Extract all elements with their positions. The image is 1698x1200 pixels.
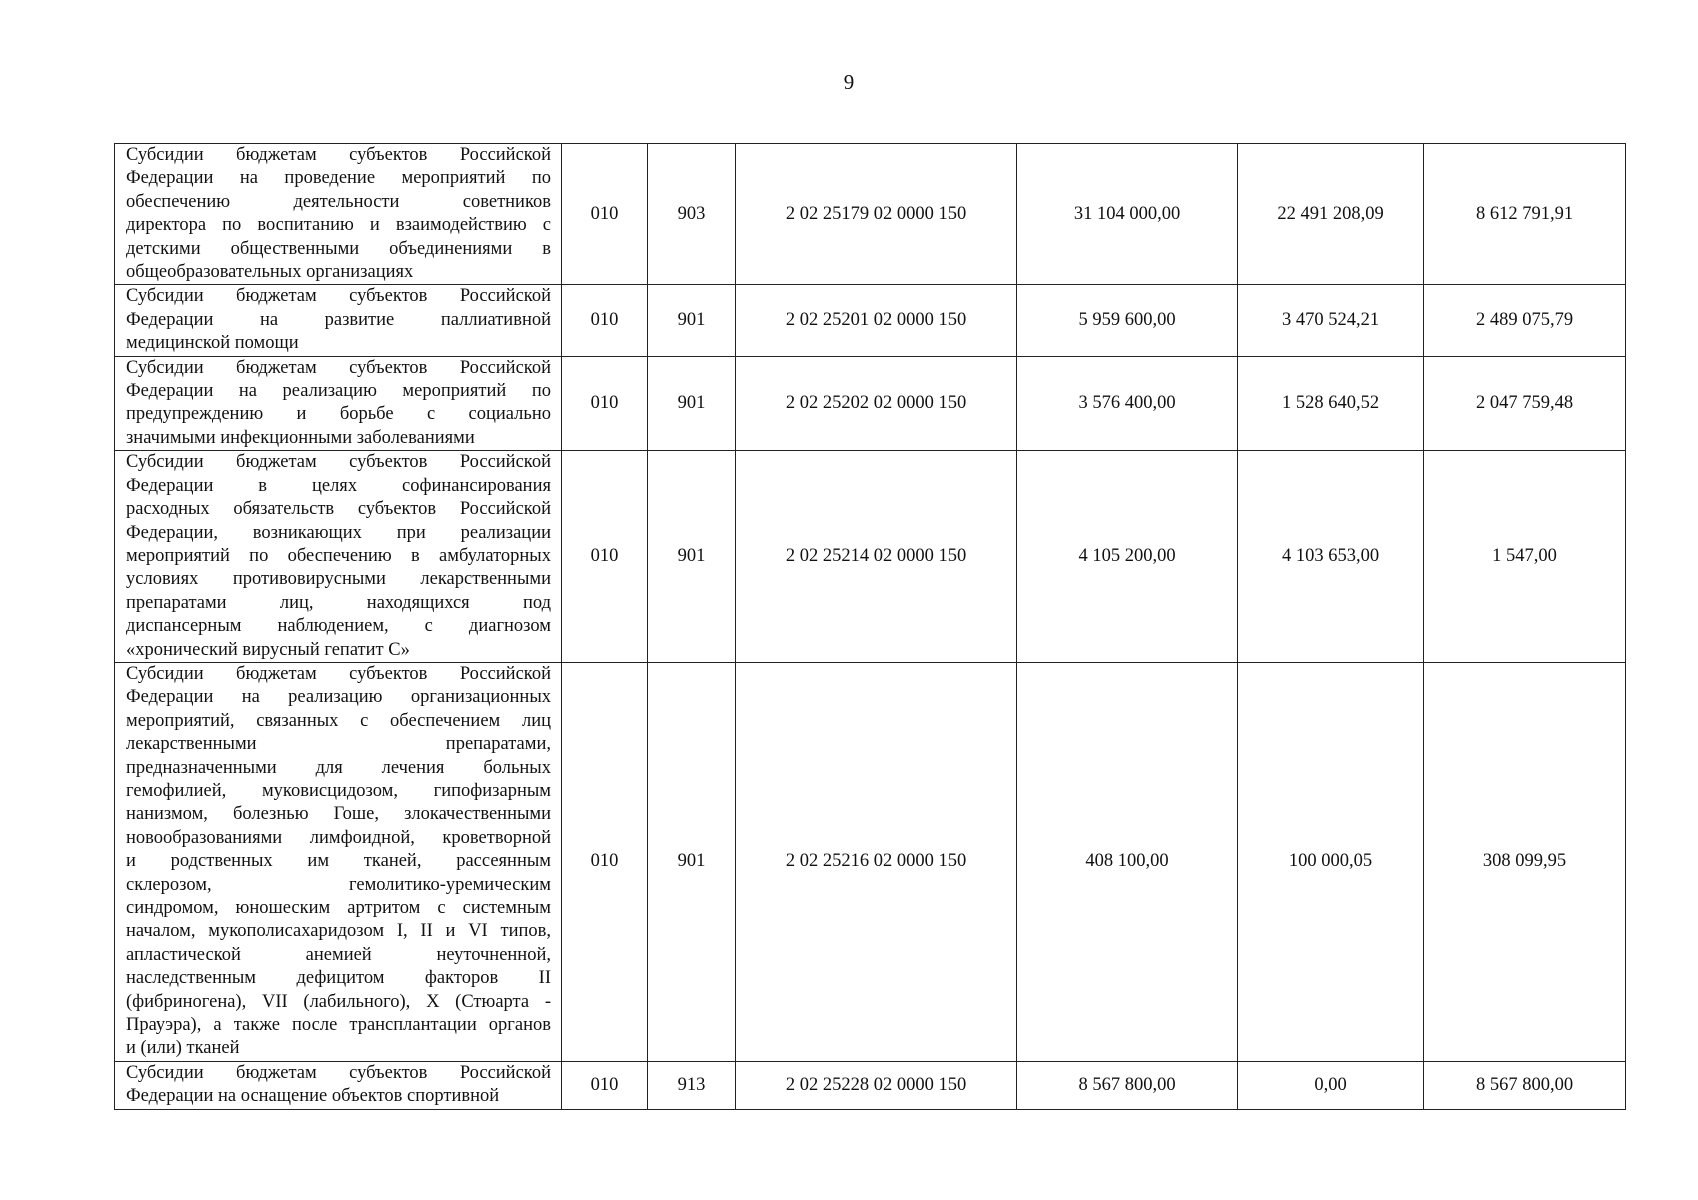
description-line: Федерации на реализацию организационных bbox=[126, 687, 551, 708]
description-line: директора по воспитанию и взаимодействию с bbox=[126, 215, 551, 236]
remaining-amount-cell: 2 489 075,79 bbox=[1424, 285, 1626, 356]
budget-classification-cell: 2 02 25228 02 0000 150 bbox=[736, 1061, 1017, 1109]
description-line: Федерации в целях софинансирования bbox=[126, 475, 551, 496]
agency-code-cell: 901 bbox=[648, 662, 736, 1061]
table-row bbox=[115, 1061, 1626, 1109]
row-description bbox=[115, 144, 562, 285]
table-row bbox=[115, 285, 1626, 356]
description-line: значимыми инфекционными заболеваниями bbox=[126, 427, 475, 448]
description-line: новообразованиями лимфоидной, кроветворной bbox=[126, 827, 551, 848]
description-line: мероприятий по обеспечению в амбулаторных bbox=[126, 545, 551, 566]
executed-amount-cell: 3 470 524,21 bbox=[1238, 285, 1424, 356]
description-line: диспансерным наблюдением, с диагнозом bbox=[126, 616, 551, 637]
budget-table bbox=[114, 143, 1626, 1110]
admin-code-cell: 010 bbox=[562, 144, 648, 285]
description-line: Субсидии бюджетам субъектов Российской bbox=[126, 663, 551, 684]
description-line: предназначенными для лечения больных bbox=[126, 757, 551, 778]
executed-amount-cell: 100 000,05 bbox=[1238, 662, 1424, 1061]
budget-classification-cell: 2 02 25201 02 0000 150 bbox=[736, 285, 1017, 356]
planned-amount-cell: 5 959 600,00 bbox=[1017, 285, 1238, 356]
planned-amount-cell: 3 576 400,00 bbox=[1017, 356, 1238, 451]
table-row bbox=[115, 356, 1626, 451]
row-description bbox=[115, 1061, 562, 1109]
budget-classification-cell: 2 02 25214 02 0000 150 bbox=[736, 451, 1017, 663]
description-line: Субсидии бюджетам субъектов Российской bbox=[126, 286, 551, 307]
description-line: (фибриногена), VII (лабильного), X (Стюарта - bbox=[126, 991, 551, 1012]
description-line: Субсидии бюджетам субъектов Российской bbox=[126, 357, 551, 378]
description-line: Федерации на развитие паллиативной bbox=[126, 309, 551, 330]
executed-amount-cell: 22 491 208,09 bbox=[1238, 144, 1424, 285]
description-line: Федерации на оснащение объектов спортивной bbox=[126, 1086, 500, 1107]
admin-code-cell: 010 bbox=[562, 1061, 648, 1109]
executed-amount-cell: 0,00 bbox=[1238, 1061, 1424, 1109]
table-row bbox=[115, 144, 1626, 285]
remaining-amount-cell: 8 567 800,00 bbox=[1424, 1061, 1626, 1109]
planned-amount-cell: 408 100,00 bbox=[1017, 662, 1238, 1061]
agency-code-cell: 901 bbox=[648, 451, 736, 663]
agency-code-cell: 903 bbox=[648, 144, 736, 285]
description-line: апластической анемией неуточненной, bbox=[126, 944, 551, 965]
remaining-amount-cell: 1 547,00 bbox=[1424, 451, 1626, 663]
description-line: лекарственными препаратами, bbox=[126, 734, 551, 755]
description-line: «хронический вирусный гепатит С» bbox=[126, 639, 410, 660]
row-description bbox=[115, 451, 562, 663]
table-body bbox=[115, 144, 1626, 1110]
description-line: и родственных им тканей, рассеянным bbox=[126, 851, 551, 872]
executed-amount-cell: 4 103 653,00 bbox=[1238, 451, 1424, 663]
admin-code-cell: 010 bbox=[562, 356, 648, 451]
row-description bbox=[115, 285, 562, 356]
agency-code-cell: 901 bbox=[648, 356, 736, 451]
description-line: предупреждению и борьбе с социально bbox=[126, 404, 551, 425]
description-line: детскими общественными объединениями в bbox=[126, 238, 551, 259]
description-line: Прауэра), а также после трансплантации органов bbox=[126, 1015, 551, 1036]
description-line: синдромом, юношеским артритом с системным bbox=[126, 898, 551, 918]
planned-amount-cell: 31 104 000,00 bbox=[1017, 144, 1238, 285]
description-line: Субсидии бюджетам субъектов Российской bbox=[126, 452, 551, 473]
budget-classification-cell: 2 02 25202 02 0000 150 bbox=[736, 356, 1017, 451]
description-line: нанизмом, болезнью Гоше, злокачественными bbox=[126, 804, 551, 825]
description-line: препаратами лиц, находящихся под bbox=[126, 592, 551, 613]
remaining-amount-cell: 8 612 791,91 bbox=[1424, 144, 1626, 285]
description-line: наследственным дефицитом факторов II bbox=[126, 968, 551, 989]
budget-classification-cell: 2 02 25179 02 0000 150 bbox=[736, 144, 1017, 285]
description-line: общеобразовательных организациях bbox=[126, 262, 414, 283]
description-line: Федерации на проведение мероприятий по bbox=[126, 168, 551, 189]
description-line: медицинской помощи bbox=[126, 333, 299, 354]
description-line: расходных обязательств субъектов Российской bbox=[126, 499, 551, 520]
remaining-amount-cell: 308 099,95 bbox=[1424, 662, 1626, 1061]
table-row bbox=[115, 662, 1626, 1061]
admin-code-cell: 010 bbox=[562, 285, 648, 356]
row-description bbox=[115, 356, 562, 451]
description-line: гемофилией, муковисцидозом, гипофизарным bbox=[126, 780, 551, 801]
description-line: Субсидии бюджетам субъектов Российской bbox=[126, 1062, 551, 1083]
description-line: мероприятий, связанных с обеспечением лиц bbox=[126, 710, 551, 731]
description-line: Субсидии бюджетам субъектов Российской bbox=[126, 145, 551, 165]
planned-amount-cell: 4 105 200,00 bbox=[1017, 451, 1238, 663]
budget-classification-cell: 2 02 25216 02 0000 150 bbox=[736, 662, 1017, 1061]
row-description bbox=[115, 662, 562, 1061]
agency-code-cell: 901 bbox=[648, 285, 736, 356]
remaining-amount-cell: 2 047 759,48 bbox=[1424, 356, 1626, 451]
executed-amount-cell: 1 528 640,52 bbox=[1238, 356, 1424, 451]
description-line: обеспечению деятельности советников bbox=[126, 191, 551, 212]
table-row bbox=[115, 451, 1626, 663]
admin-code-cell: 010 bbox=[562, 451, 648, 663]
page-number: 9 bbox=[843, 70, 855, 94]
description-line: и (или) тканей bbox=[126, 1038, 240, 1059]
planned-amount-cell: 8 567 800,00 bbox=[1017, 1061, 1238, 1109]
description-line: склерозом, гемолитико-уремическим bbox=[126, 874, 551, 895]
description-line: Федерации на реализацию мероприятий по bbox=[126, 381, 551, 402]
description-line: условиях противовирусными лекарственными bbox=[126, 569, 551, 590]
description-line: началом, мукополисахаридозом I, II и VI типов, bbox=[126, 921, 551, 942]
agency-code-cell: 913 bbox=[648, 1061, 736, 1109]
admin-code-cell: 010 bbox=[562, 662, 648, 1061]
description-line: Федерации, возникающих при реализации bbox=[126, 522, 551, 543]
